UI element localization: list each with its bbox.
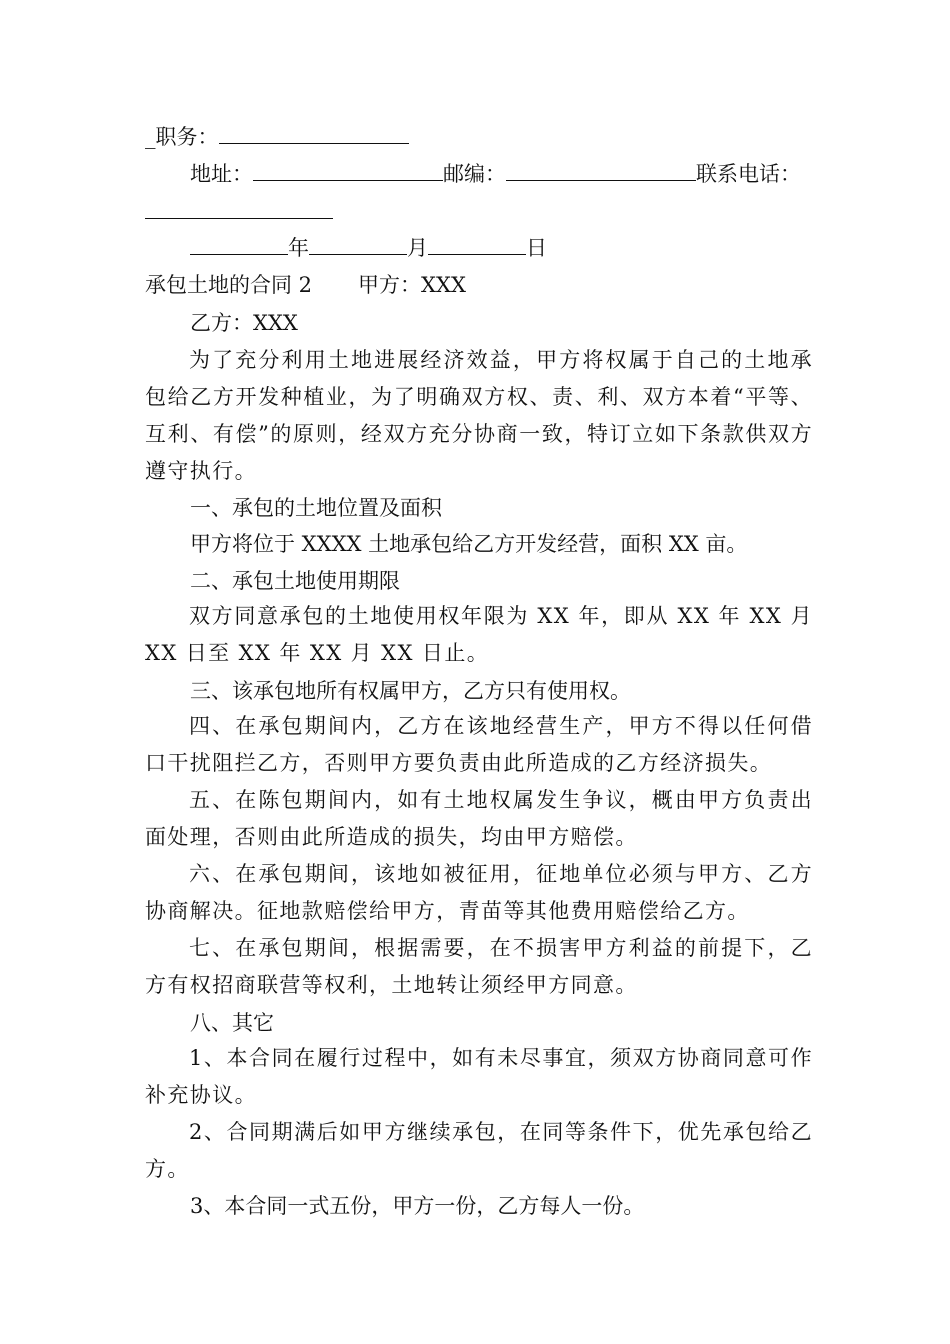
section8-item1: 1、本合同在履行过程中，如有未尽事宜，须双方协商同意可作补充协议。 [145,1046,813,1107]
postcode-label: 邮编： [443,162,506,186]
section3-text: 三、该承包地所有权属甲方，乙方只有使用权。 [190,679,631,703]
position-label: _职务： [145,125,219,149]
phone-blank-line [145,198,333,226]
address-line [190,160,801,188]
party-a: 甲方：XXX [358,273,466,297]
year-label: 年 [288,236,309,260]
date-line [190,234,547,262]
contract-title-line [145,271,466,299]
party-b: 乙方：XXX [190,311,298,335]
phone-label: 联系电话： [696,162,801,186]
address-label: 地址： [190,162,253,186]
day-blank [428,234,526,255]
intro-paragraph: 为了充分利用土地进展经济效益，甲方将权属于自己的土地承包给乙方开发种植业，为了明确双方权、责、利、双方本着“平等、互利、有偿”的原则，经双方充分协商一致，特订立如下条款供双方遵守执行。 [145,348,813,483]
section6-text: 六、在承包期间，该地如被征用，征地单位必须与甲方、乙方协商解决。征地款赔偿给甲方，青苗等其他费用赔偿给乙方。 [145,862,813,923]
section4-text: 四、在承包期间内，乙方在该地经营生产，甲方不得以任何借口干扰阻拦乙方，否则甲方要负责由此所造成的乙方经济损失。 [145,714,813,775]
section8-item3: 3、本合同一式五份，甲方一份，乙方每人一份。 [190,1194,645,1218]
section2-text: 双方同意承包的土地使用权年限为 XX 年，即从 XX 年 XX 月 XX 日至 XX 年 XX 月 XX 日止。 [145,604,813,665]
section5-text: 五、在陈包期间内，如有土地权属发生争议，概由甲方负责出面处理，否则由此所造成的损失，均由甲方赔偿。 [145,788,813,849]
section7-text: 七、在承包期间，根据需要，在不损害甲方利益的前提下，乙方有权招商联营等权利，土地转让须经甲方同意。 [145,936,813,997]
month-label: 月 [407,236,428,260]
year-blank [190,234,288,255]
section8-heading: 八、其它 [190,1011,274,1035]
section1-heading: 一、承包的土地位置及面积 [190,496,442,520]
month-blank [309,234,407,255]
day-label: 日 [526,236,547,260]
address-blank [253,160,443,181]
position-line [145,123,409,151]
postcode-blank [506,160,696,181]
phone-blank [145,198,333,219]
section2-heading: 二、承包土地使用期限 [190,569,400,593]
section1-text: 甲方将位于 XXXX 土地承包给乙方开发经营，面积 XX 亩。 [190,532,748,556]
section8-item2: 2、合同期满后如甲方继续承包，在同等条件下，优先承包给乙方。 [145,1120,813,1181]
position-blank [219,123,409,144]
contract-title: 承包土地的合同 2 [145,273,313,297]
